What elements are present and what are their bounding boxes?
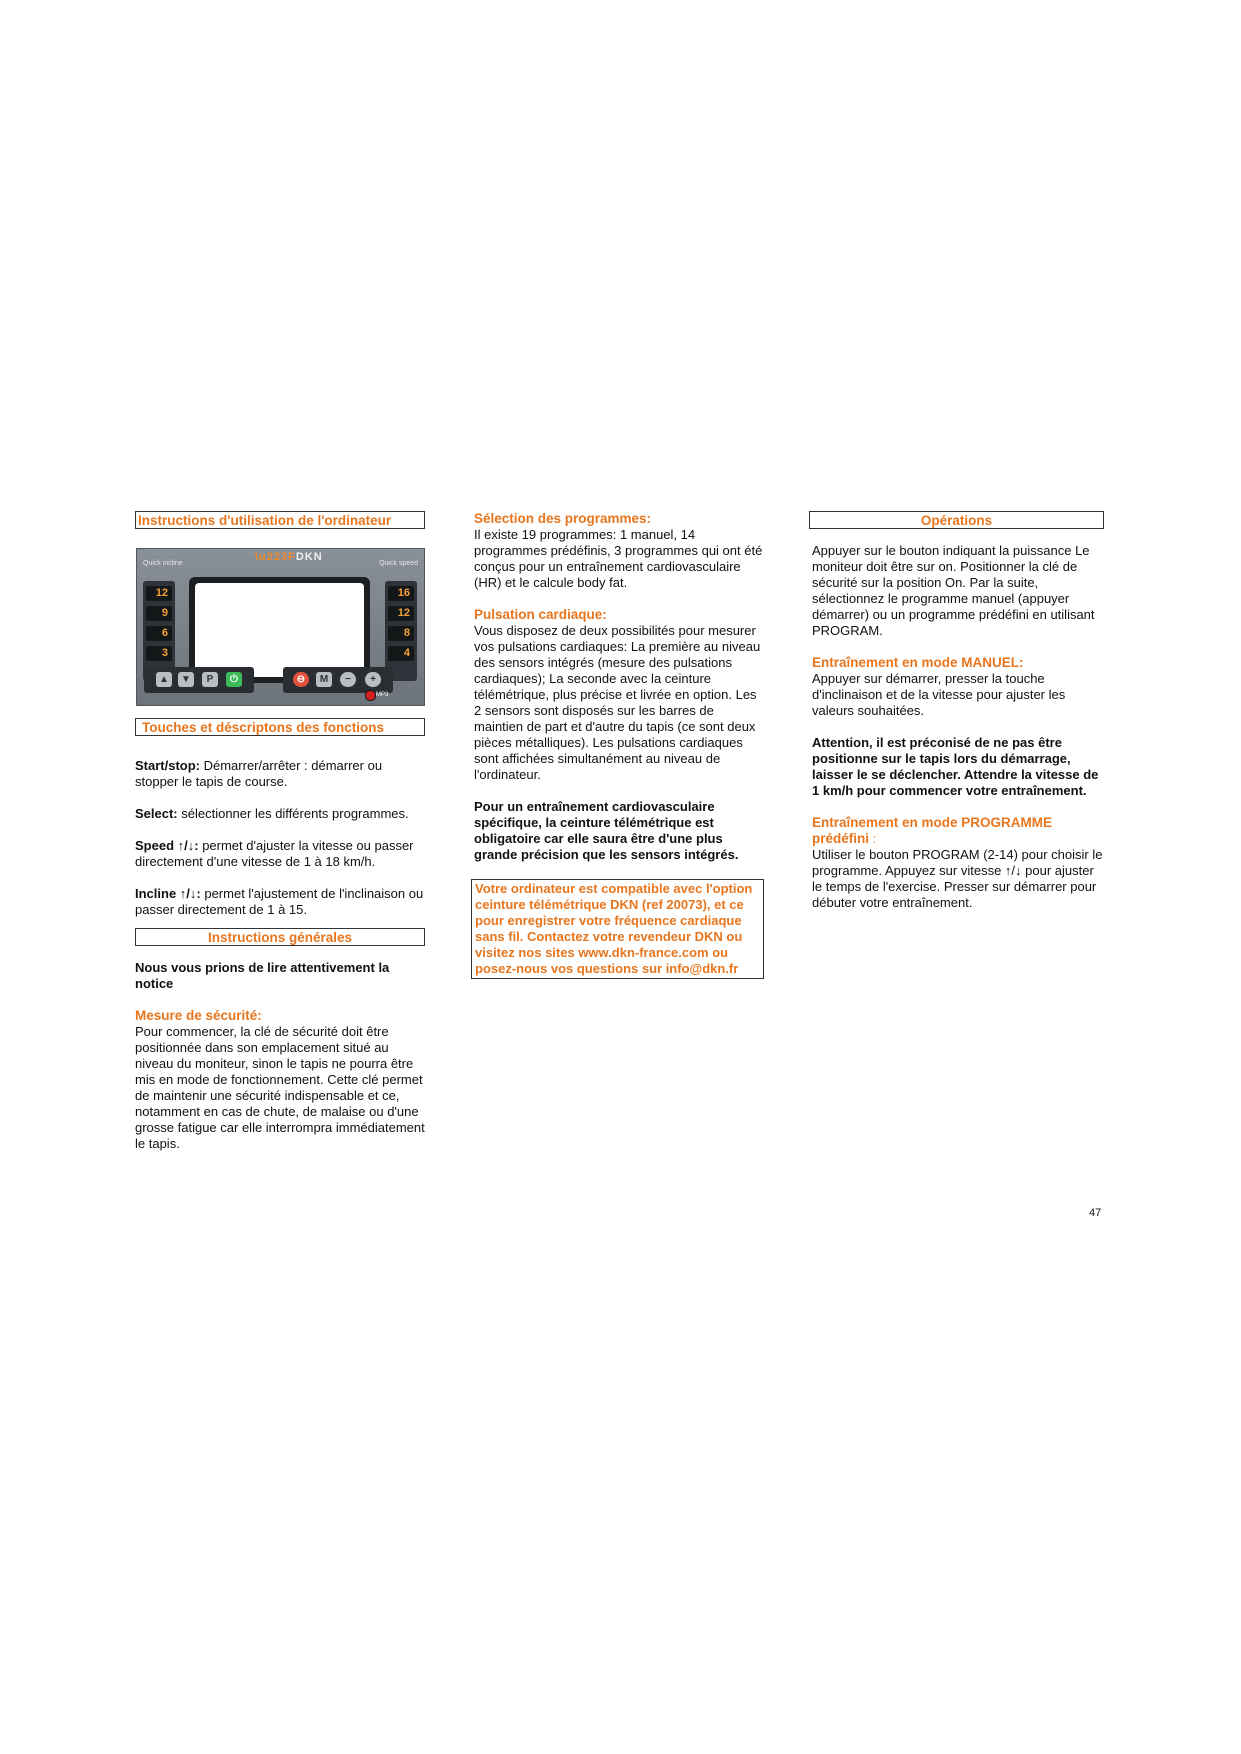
incline-key: 3 (146, 646, 172, 661)
console-right-buttons (283, 667, 393, 693)
pulsation-title: Pulsation cardiaque: (474, 607, 607, 622)
incline-key: 12 (146, 586, 172, 601)
compatibilite-box: Votre ordinateur est compatible avec l'option ceinture télémétrique DKN (ref 20073), et ce pour enregistrer votre fréquence cardiaque sans fil. Contactez votre revendeur DKN ou visitez nos sites www.dkn-france.com ou posez-nous vos questions sur info@dkn.fr (471, 879, 764, 979)
right-column (812, 511, 1104, 911)
notice-text: Nous vous prions de lire attentivement la notice (135, 960, 390, 991)
attention-text: Attention, il est préconisé de ne pas être positionne sur le tapis lors du démarrage, laisser le se déclencher. Attendre la vitesse de 1 km/h pour commencer votre entraînement. (812, 735, 1099, 798)
header-ordinateur: Instructions d'utilisation de l'ordinateur (135, 511, 425, 529)
speed-down-icon: − (340, 672, 356, 687)
speed-desc: Speed ↑/↓: permet d'ajuster la vitesse ou passer directement d'une vitesse de 1 à 18 km/h. (135, 838, 414, 869)
operations-text: Appuyer sur le bouton indiquant la puissance Le moniteur doit être sur on. Positionner la clé de sécurité sur la position On. Par la suite, sélectionnez le programme manuel (appuyer démarrer) ou un programme prédéfini en utilisant PROGRAM. (812, 543, 1095, 638)
speed-key: 12 (388, 606, 414, 621)
stop-icon: ⊖ (293, 672, 309, 687)
select-desc: Select: sélectionner les différents programmes. (135, 806, 409, 821)
manuel-title: Entraînement en mode MANUEL: (812, 655, 1024, 670)
console-topbar (137, 549, 424, 567)
speed-up-icon: + (365, 672, 381, 687)
incline-key: 9 (146, 606, 172, 621)
operations-header: Opérations (809, 511, 1104, 529)
speed-key: 8 (388, 626, 414, 641)
incline-desc: Incline ↑/↓: permet l'ajustement de l'inclinaison ou passer directement de 1 à 15. (135, 886, 424, 917)
securite-text: Pour commencer, la clé de sécurité doit être positionnée dans son emplacement situé au niveau du moniteur, sinon le tapis ne pourra être mis en mode de fonctionnement. Cette clé permet de maintenir une sécurité indispensable et ce, notamment en cas de chute, de malaise ou d'une grosse fatigue car elle interrompra immédiatement le tapis. (135, 1024, 425, 1151)
securite-title: Mesure de sécurité: (135, 1008, 262, 1023)
start-stop-desc: Start/stop: Démarrer/arrêter : démarrer ou stopper le tapis de course. (135, 758, 383, 789)
mp3-jack-icon (365, 690, 376, 701)
ceinture-note: Pour un entraînement cardiovasculaire spécifique, la ceinture télémétrique est obligatoire car elle saura être d'une plus grande précision que les sensors intégrés. (474, 799, 739, 862)
dkn-logo: \u223FDKN (255, 551, 323, 563)
selection-title: Sélection des programmes: (474, 511, 652, 526)
middle-column (474, 511, 764, 979)
incline-key: 6 (146, 626, 172, 641)
mp3-label: MP3 (376, 692, 389, 698)
console-left-buttons (144, 667, 254, 693)
quick-incline-label: Quick incline (143, 560, 183, 567)
mode-button-icon: M (316, 672, 332, 687)
start-icon: ⏻ (226, 672, 242, 687)
speed-key: 4 (388, 646, 414, 661)
pulsation-text: Vous disposez de deux possibilités pour mesurer vos pulsations cardiaques: La première au niveau des sensors intégrés (mesure des pulsations cardiaques); La seconde avec la ceinture télémétrique, plus précise et livrée en option. Les 2 sensors sont disposés sur les barres de maintien de part et d'autre du tapis (ce sont deux pièces métalliques). Les pulsations cardiaques sont affichées simultanément au niveau de l'ordinateur. (474, 623, 761, 782)
selection-text: Il existe 19 programmes: 1 manuel, 14 programmes prédéfinis, 3 programmes qui ont été conçus pour un entraînement cardiovasculaire (HR) et le calcule body fat. (474, 527, 763, 590)
quick-speed-keys (385, 581, 417, 681)
incline-down-icon: ▼ (178, 672, 194, 687)
console-image (136, 548, 425, 706)
quick-incline-keys (143, 581, 175, 681)
speed-key: 16 (388, 586, 414, 601)
header-generales: Instructions générales (135, 928, 425, 946)
left-column (135, 511, 425, 529)
left-column-body (135, 718, 425, 1152)
programme-text: Utiliser le bouton PROGRAM (2-14) pour choisir le programme. Appuyez sur vitesse ↑/↓ pour ajuster le temps de l'exercise. Presser sur démarrer pour débuter votre entraînement. (812, 847, 1103, 910)
incline-up-icon: ▲ (156, 672, 172, 687)
program-button-icon: P (202, 672, 218, 687)
header-touches: Touches et déscriptons des fonctions (135, 718, 425, 736)
quick-speed-label: Quick speed (379, 560, 418, 567)
programme-title: Entraînement en mode PROGRAMME prédéfini : (812, 815, 1053, 846)
page-number: 47 (1089, 1207, 1102, 1219)
manuel-text: Appuyer sur démarrer, presser la touche d'inclinaison et de la vitesse pour ajuster les valeurs souhaitées. (812, 671, 1066, 718)
